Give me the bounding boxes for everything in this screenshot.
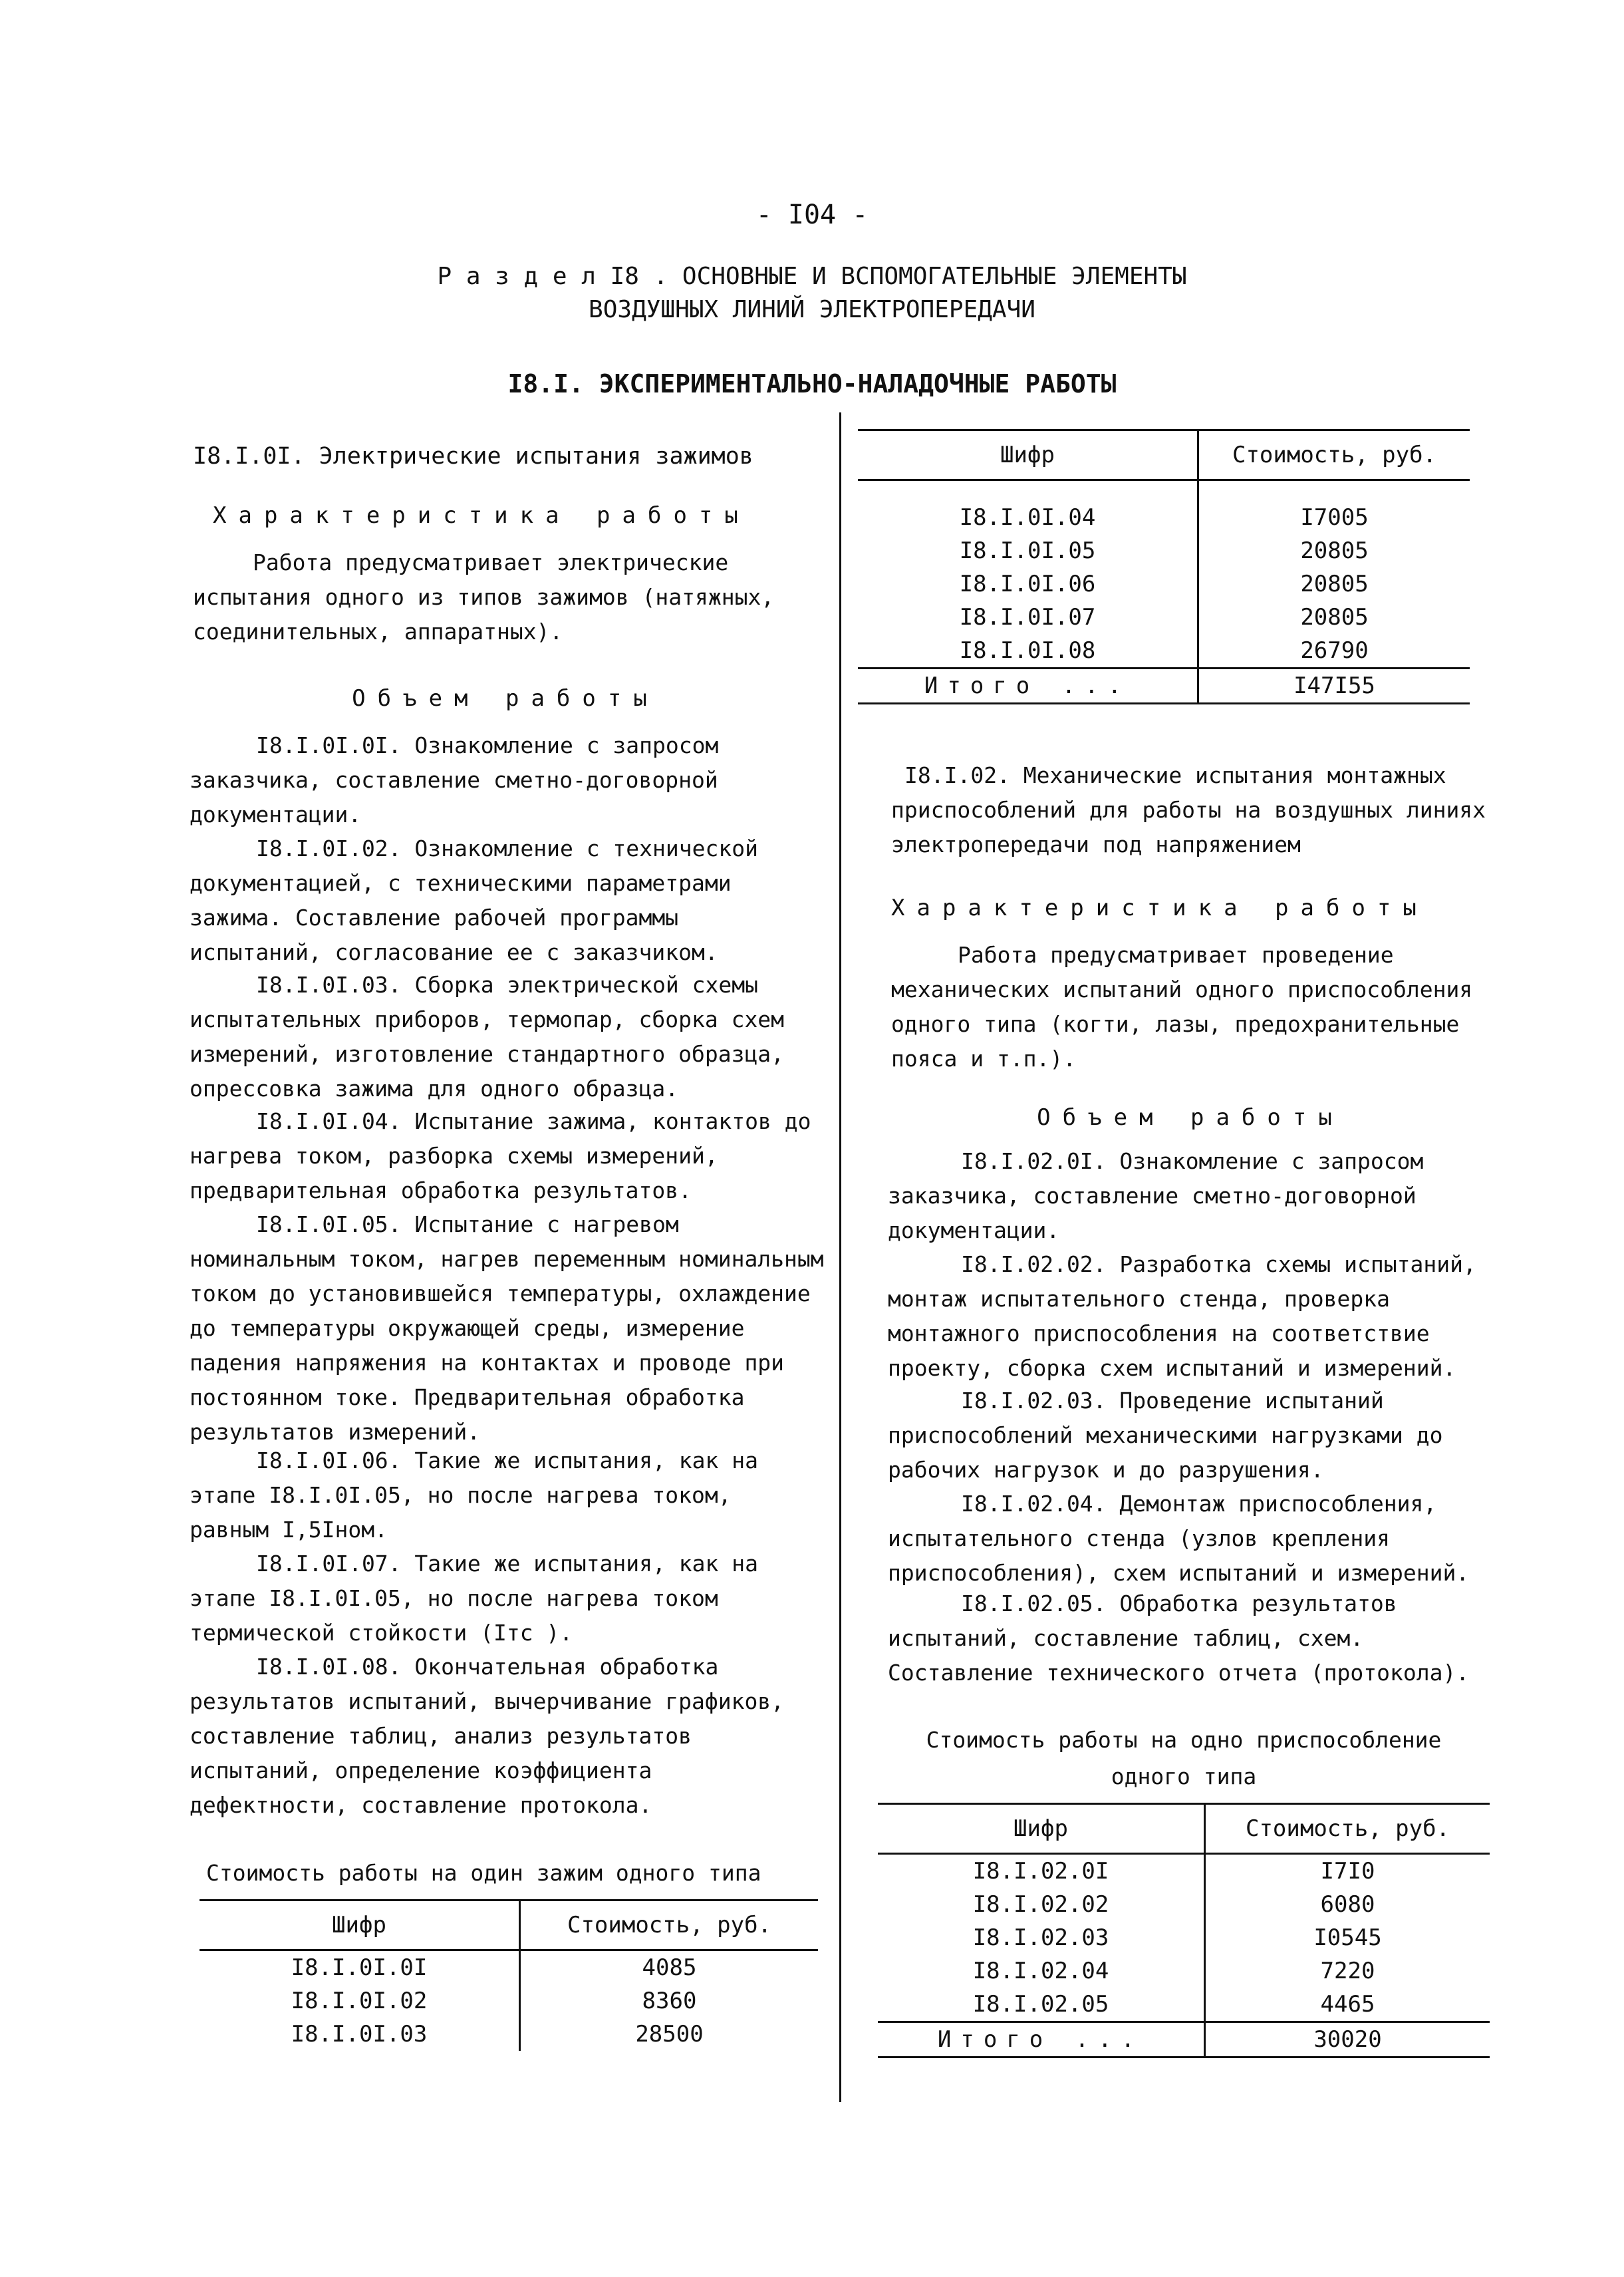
vol-heading-right: Объем работы — [1037, 1104, 1344, 1131]
code-cell: I8.I.02.0I — [878, 1854, 1205, 1889]
total-value: I47I55 — [1198, 669, 1470, 704]
cost-cell: 7220 — [1320, 1958, 1375, 1984]
table-row — [858, 567, 1470, 601]
code-cell: I8.I.0I.08 — [858, 634, 1198, 669]
code-cell: I8.I.0I.07 — [858, 601, 1198, 634]
cost-table-bottom-right — [878, 1803, 1490, 2058]
page-number: - I04 - — [755, 200, 869, 230]
header-cost: Стоимость, руб. — [1205, 1804, 1490, 1854]
step-left-1: I8.I.0I.0I. Ознакомление с запросом заказчика, составление сметно-договорной документации. — [190, 732, 719, 828]
table-row — [878, 1954, 1490, 1988]
table-row — [200, 2018, 818, 2051]
table-row — [858, 601, 1470, 634]
table-total-row — [858, 669, 1470, 704]
section-header-line-1: Р а з д е л I8 . ОСНОВНЫЕ И ВСПОМОГАТЕЛЬНЫЕ ЭЛЕМЕНТЫ — [437, 263, 1187, 290]
code-cell: I8.I.02.05 — [878, 1988, 1205, 2022]
cost-cell: I0545 — [1313, 1924, 1382, 1951]
cost-cell: 4465 — [1320, 1991, 1375, 2018]
step-right-4: I8.I.02.04. Демонтаж приспособления, испытательного стенда (узлов крепления приспособления), схем испытаний и измерений. — [888, 1491, 1470, 1586]
total-label: Итого ... — [878, 2022, 1205, 2057]
column-divider — [839, 412, 841, 2102]
code-cell: I8.I.02.02 — [878, 1888, 1205, 1921]
table-row — [878, 1888, 1490, 1921]
table-header-row — [858, 430, 1470, 480]
code-cell: I8.I.02.04 — [878, 1954, 1205, 1988]
code-cell: I8.I.02.03 — [878, 1921, 1205, 1954]
table-header-row — [878, 1804, 1490, 1854]
header-code: Шифр — [858, 430, 1198, 480]
cost-cell: 28500 — [635, 2021, 704, 2048]
char-heading-left: Характеристика работы — [213, 502, 750, 529]
step-left-6: I8.I.0I.06. Такие же испытания, как на этапе I8.I.0I.05, но после нагрева током, равным I,5Iном. — [190, 1447, 758, 1543]
code-cell: I8.I.0I.04 — [858, 480, 1198, 535]
section-header-line-2: ВОЗДУШНЫХ ЛИНИЙ ЭЛЕКТРОПЕРЕДАЧИ — [589, 296, 1035, 323]
code-cell: I8.I.0I.03 — [200, 2018, 520, 2051]
cost-cell: 6080 — [1320, 1891, 1375, 1918]
cost-caption-right-1: Стоимость работы на одно приспособление — [926, 1727, 1442, 1753]
cost-table-left — [200, 1899, 818, 2051]
cost-cell: 26790 — [1300, 637, 1369, 664]
cost-cell: I7005 — [1300, 504, 1369, 531]
item-title-right: I8.I.02. Механические испытания монтажных приспособлений для работы на воздушных линиях электропередачи под напряжением — [891, 762, 1486, 857]
cost-cell: I7I0 — [1320, 1858, 1375, 1885]
code-cell: I8.I.0I.06 — [858, 567, 1198, 601]
table-row — [200, 1984, 818, 2018]
vol-heading-left: Объем работы — [352, 685, 659, 712]
step-left-7: I8.I.0I.07. Такие же испытания, как на этапе I8.I.0I.05, но после нагрева током термической стойкости (Iтс ). — [190, 1551, 758, 1646]
char-text-left: Работа предусматривает электрические испытания одного из типов зажимов (натяжных, соединительных, аппаратных). — [193, 549, 775, 645]
total-value: 30020 — [1205, 2022, 1490, 2057]
step-right-5: I8.I.02.05. Обработка результатов испытаний, составление таблиц, схем. Составление технического отчета (протокола). — [888, 1591, 1470, 1686]
step-right-1: I8.I.02.0I. Ознакомление с запросом заказчика, составление сметно-договорной документации. — [888, 1148, 1424, 1243]
code-cell: I8.I.0I.05 — [858, 534, 1198, 567]
step-left-8: I8.I.0I.08. Окончательная обработка результатов испытаний, вычерчивание графиков, составление таблиц, анализ результатов испытаний, определение коэффициента дефектности, составление протокола. — [190, 1654, 785, 1818]
table-row — [878, 1921, 1490, 1954]
header-cost: Стоимость, руб. — [1198, 430, 1470, 480]
table-header-row — [200, 1900, 818, 1950]
cost-caption-left: Стоимость работы на один зажим одного типа — [206, 1860, 761, 1886]
code-cell: I8.I.0I.02 — [200, 1984, 520, 2018]
char-text-right: Работа предусматривает проведение механических испытаний одного приспособления одного типа (когти, лазы, предохранительные пояса и т.п.). — [891, 942, 1473, 1072]
step-left-2: I8.I.0I.02. Ознакомление с технической документацией, с техническими параметрами зажима. Составление рабочей программы испытаний, согласование ее с заказчиком. — [190, 835, 758, 965]
step-left-5: I8.I.0I.05. Испытание с нагревом номинальным током, нагрев переменным номинальным током до установившейся температуры, охлаждение до температуры окружающей среды, измерение падения напряжения на контактах и проводе при постоянном токе. Предварительная обработка результатов измерений. — [190, 1211, 824, 1445]
char-heading-right: Характеристика работы — [891, 895, 1428, 921]
cost-cell: 4085 — [642, 1954, 697, 1981]
code-cell: I8.I.0I.0I — [200, 1950, 520, 1985]
cost-cell: 20805 — [1300, 604, 1369, 631]
total-label: Итого ... — [858, 669, 1198, 704]
table-row — [878, 1988, 1490, 2022]
cost-table-top-right — [858, 429, 1470, 704]
cost-cell: 20805 — [1300, 537, 1369, 564]
table-row — [878, 1854, 1490, 1889]
table-row — [858, 634, 1470, 669]
header-cost: Стоимость, руб. — [520, 1900, 819, 1950]
step-right-2: I8.I.02.02. Разработка схемы испытаний, монтаж испытательного стенда, проверка монтажного приспособления на соответствие проекту, сборка схем испытаний и измерений. — [888, 1251, 1476, 1381]
table-row — [200, 1950, 818, 1985]
subsection-title: I8.I. ЭКСПЕРИМЕНТАЛЬНО-НАЛАДОЧНЫЕ РАБОТЫ — [507, 369, 1117, 398]
step-left-3: I8.I.0I.03. Сборка электрической схемы испытательных приборов, термопар, сборка схем измерений, изготовление стандартного образца, опрессовка зажима для одного образца. — [190, 972, 785, 1102]
item-title-left: I8.I.0I. Электрические испытания зажимов — [193, 443, 753, 470]
step-left-4: I8.I.0I.04. Испытание зажима, контактов до нагрева током, разборка схемы измерений, предварительная обработка результатов. — [190, 1108, 811, 1203]
table-row — [858, 534, 1470, 567]
cost-cell: 20805 — [1300, 571, 1369, 597]
cost-caption-right-2: одного типа — [1111, 1763, 1257, 1789]
table-total-row — [878, 2022, 1490, 2057]
header-code: Шифр — [878, 1804, 1205, 1854]
header-code: Шифр — [200, 1900, 520, 1950]
step-right-3: I8.I.02.03. Проведение испытаний приспособлений механическими нагрузками до рабочих нагрузок и до разрушения. — [888, 1388, 1443, 1483]
table-row — [858, 480, 1470, 535]
cost-cell: 8360 — [642, 1988, 697, 2014]
